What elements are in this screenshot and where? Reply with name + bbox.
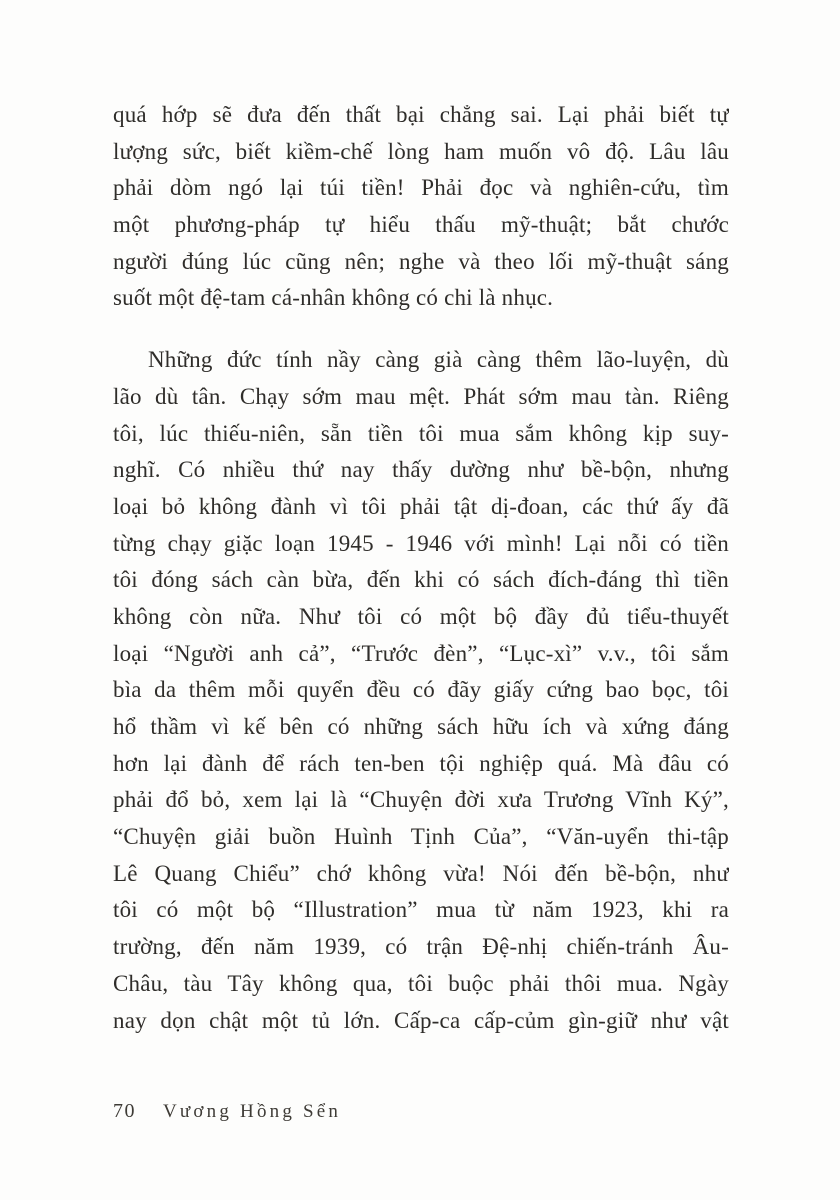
text-line: lão dù tân. Chạy sớm mau mệt. Phát sớm mau tàn. Riêng: [113, 383, 729, 409]
paragraph: [113, 97, 729, 317]
page-footer: [113, 1100, 341, 1123]
page-number: 70: [113, 1100, 136, 1122]
text-line: nghĩ. Có nhiều thứ nay thấy dường như bề-bộn, nhưng: [113, 457, 729, 483]
text-line: Châu, tàu Tây không qua, tôi buộc phải thôi mua. Ngày: [113, 970, 729, 996]
text-line: từng chạy giặc loạn 1945 - 1946 với mình! Lại nỗi có tiền: [113, 530, 729, 556]
text-line: tôi đóng sách càn bừa, đến khi có sách đích-đáng thì tiền: [113, 567, 729, 593]
text-line: hơn lại đành để rách ten-ben tội nghiệp quá. Mà đâu có: [113, 750, 729, 776]
text-line: “Chuyện giải buồn Huình Tịnh Của”, “Văn-uyển thi-tập: [113, 824, 729, 850]
text-line: hổ thầm vì kế bên có những sách hữu ích và xứng đáng: [113, 714, 729, 739]
text-line: bìa da thêm mỗi quyển đều có đãy giấy cứng bao bọc, tôi: [113, 677, 729, 703]
text-line: loại “Người anh cả”, “Trước đèn”, “Lục-xì” v.v., tôi sắm: [113, 640, 729, 666]
text-line: Lê Quang Chiểu” chớ không vừa! Nói đến bề-bộn, như: [113, 860, 729, 886]
text-line: phải dòm ngó lại túi tiền! Phải đọc và nghiên-cứu, tìm: [113, 175, 729, 201]
text-line: người đúng lúc cũng nên; nghe và theo lối mỹ-thuật sáng: [113, 248, 729, 274]
text-line: không còn nữa. Như tôi có một bộ đầy đủ tiểu-thuyết: [113, 603, 729, 629]
text-line: phải đổ bỏ, xem lại là “Chuyện đời xưa Trương Vĩnh Ký”,: [113, 787, 729, 813]
page-text-block: [113, 97, 729, 1039]
text-line: tôi có một bộ “Illustration” mua từ năm 1923, khi ra: [113, 897, 729, 923]
text-line: suốt một đệ-tam cá-nhân không có chi là nhục.: [113, 285, 554, 311]
text-line: một phương-pháp tự hiểu thấu mỹ-thuật; bắt chước: [113, 212, 729, 238]
paragraph: [113, 342, 729, 1039]
text-line: trường, đến năm 1939, có trận Đệ-nhị chiến-tránh Âu-: [113, 934, 729, 960]
text-line: loại bỏ không đành vì tôi phải tật dị-đoan, các thứ ấy đã: [113, 493, 729, 519]
running-footer-author: Vương Hồng Sển: [163, 1101, 342, 1122]
text-line: nay dọn chật một tủ lớn. Cấp-ca cấp-củm gìn-giữ như vật: [113, 1007, 729, 1033]
text-line: Những đức tính nầy càng già càng thêm lão-luyện, dù: [148, 347, 729, 373]
text-line: quá hớp sẽ đưa đến thất bại chẳng sai. Lại phải biết tự: [113, 102, 729, 127]
text-line: tôi, lúc thiếu-niên, sẵn tiền tôi mua sắm không kịp suy-: [113, 420, 729, 446]
text-line: lượng sức, biết kiềm-chế lòng ham muốn vô độ. Lâu lâu: [113, 138, 729, 164]
